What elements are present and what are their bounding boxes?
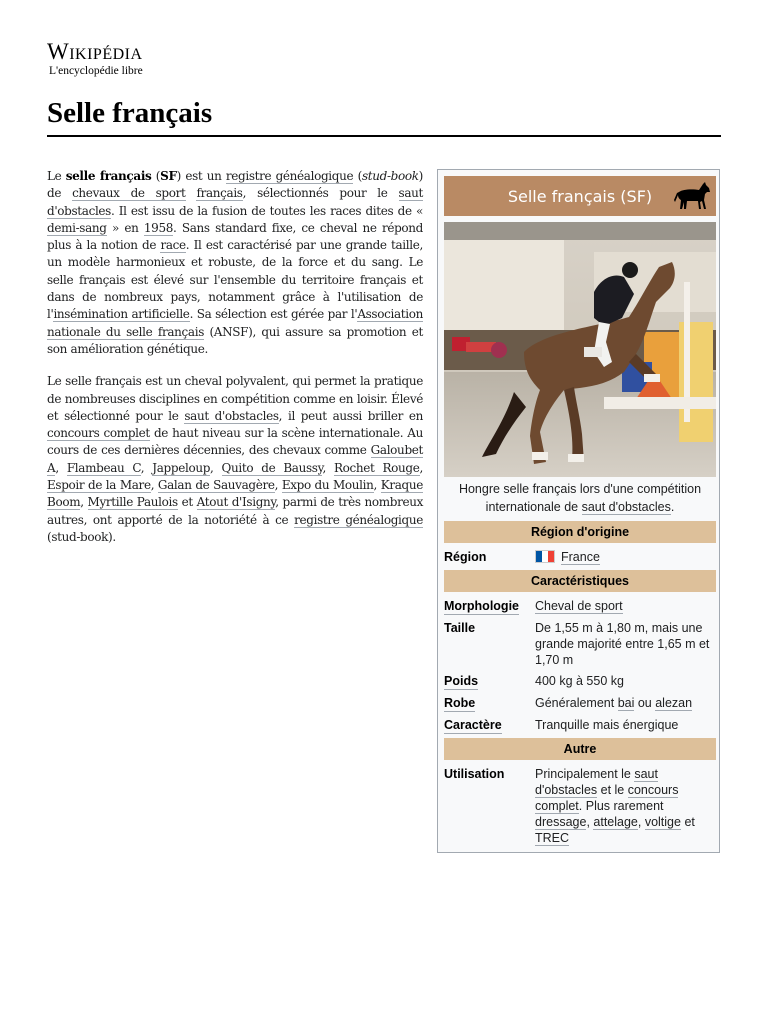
link-dressage[interactable]: dressage: [535, 815, 587, 829]
link-attelage[interactable]: attelage: [593, 815, 638, 829]
link-galan-de-sauvagere[interactable]: Galan de Sauvagère: [157, 478, 275, 493]
link-rochet-rouge[interactable]: Rochet Rouge: [333, 460, 420, 475]
text: [186, 186, 197, 200]
link-saut-d-obstacles[interactable]: saut d'obstacles: [535, 767, 658, 797]
text: et: [680, 815, 695, 829]
text: » en: [106, 220, 144, 235]
text: (ANSF), qui assure sa promotion et son amélioration génétique.: [47, 324, 423, 356]
link-race[interactable]: race: [160, 238, 186, 253]
text: ,: [210, 460, 222, 475]
text: ,: [637, 815, 645, 829]
text: ou: [634, 696, 656, 710]
text: ,: [55, 460, 67, 475]
text: . Il est caractérisé par une grande taille, un modèle harmonieux et robuste, de la force et du sang. Le selle français est élevé sur l'ensemble du territoire français et dans de nombreux pays, notamment grâce à l'utilisation de l': [47, 238, 423, 322]
section-other: Autre: [444, 738, 716, 760]
row-value: [535, 549, 717, 565]
text: Hongre selle français lors d'une compétition internationale de: [458, 482, 702, 514]
link-saut-d-obstacles[interactable]: saut d'obstacles: [581, 500, 671, 514]
infobox: [437, 169, 720, 853]
wikipedia-tagline: L'encyclopédie libre: [49, 65, 143, 77]
text: Le: [47, 169, 66, 183]
infobox-title: [444, 176, 716, 216]
text: . Sa sélection est gérée par l': [189, 307, 358, 322]
text: ,: [373, 478, 381, 493]
article-body: [47, 168, 423, 561]
link-chevaux-de-sport[interactable]: chevaux de sport: [72, 186, 186, 201]
text: Principalement le: [535, 767, 635, 781]
text: ,: [150, 478, 158, 493]
article-paragraph-1: [47, 168, 423, 358]
infobox-photo[interactable]: [444, 222, 716, 477]
article-paragraph-2: [47, 373, 423, 546]
section-region-origin: Région d'origine: [444, 521, 716, 543]
row-label: Utilisation: [444, 767, 505, 781]
link-insemination-artificielle[interactable]: insémination artificielle: [53, 307, 190, 322]
text: ,: [586, 815, 594, 829]
link-registre-genealogique[interactable]: registre généalogique: [294, 512, 423, 527]
row-value: 400 kg à 550 kg: [535, 674, 624, 688]
text: , parmi de très nombreux autres, ont apporté de la notoriété à ce: [47, 495, 424, 527]
row-value: [535, 598, 717, 614]
row-value: Tranquille mais énergique: [535, 718, 679, 732]
link-registre-genealogique[interactable]: registre généalogique: [225, 169, 354, 183]
italic-term: stud-book: [361, 169, 419, 183]
france-flag-icon: [535, 550, 555, 563]
link-galoubet-a[interactable]: Galoubet A: [47, 443, 423, 475]
link-trec[interactable]: TREC: [535, 831, 570, 845]
photo-caption: [444, 480, 716, 516]
link-atout-d-isigny[interactable]: Atout d'Isigny: [196, 495, 276, 510]
link-france[interactable]: France: [561, 550, 600, 564]
text: Le selle français est un cheval polyvalent, qui permet la pratique de nombreuses disciplines en compétition comme en loisir. Élevé et sélectionné pour le: [47, 374, 423, 423]
text: . Plus rarement: [578, 799, 664, 813]
bold-term: selle français: [65, 169, 152, 183]
text: . Il est issu de la fusion de toutes les races dites de «: [111, 203, 423, 218]
infobox-title-text: Selle français (SF): [507, 186, 653, 206]
link-jappeloup[interactable]: Jappeloup: [152, 460, 211, 475]
text: ) de: [47, 169, 424, 201]
text: et: [177, 495, 197, 510]
row-label: Taille: [444, 621, 476, 635]
title-divider: [47, 135, 721, 137]
text: ,: [140, 460, 153, 475]
link-robe[interactable]: Robe: [444, 696, 476, 710]
horse-jumping-photo: [444, 222, 716, 477]
link-cheval-de-sport[interactable]: Cheval de sport: [535, 599, 623, 613]
text: et le: [597, 783, 628, 797]
text: (: [353, 169, 362, 183]
text: ,: [274, 478, 282, 493]
text: .: [670, 500, 675, 514]
link-espoir-de-la-mare[interactable]: Espoir de la Mare: [47, 478, 151, 493]
link-morphologie[interactable]: Morphologie: [444, 599, 519, 613]
link-poids[interactable]: Poids: [444, 674, 479, 688]
row-label: Région: [444, 550, 487, 564]
wikipedia-wordmark: Wikipédia: [47, 39, 143, 64]
wikipedia-logo[interactable]: [47, 40, 143, 78]
link-caractere[interactable]: Caractère: [444, 718, 502, 732]
text: , sélectionnés pour le: [242, 186, 399, 201]
text: ) est un: [176, 169, 226, 183]
text: , il peut aussi briller en: [278, 408, 424, 423]
section-characteristics: Caractéristiques: [444, 570, 716, 592]
link-voltige[interactable]: voltige: [644, 815, 681, 829]
row-value: [535, 766, 717, 846]
row-value: De 1,55 m à 1,80 m, mais une grande majorité entre 1,65 m et 1,70 m: [535, 621, 710, 667]
text: . Sans standard fixe, ce cheval ne répond plus à la notion de: [47, 220, 423, 253]
page-title: Selle français: [47, 97, 213, 129]
link-saut-d-obstacles[interactable]: saut d'obstacles: [47, 186, 423, 218]
bold-abbrev: SF: [160, 169, 177, 183]
text: de haut niveau sur la scène internationale. Au cours de ces dernières décennies, des chevaux comme: [47, 426, 423, 458]
link-1958[interactable]: 1958: [143, 220, 174, 235]
text: (: [151, 169, 161, 183]
link-bai[interactable]: bai: [617, 696, 635, 710]
link-francais[interactable]: français: [196, 186, 243, 201]
text: ,: [80, 495, 88, 510]
link-saut-d-obstacles[interactable]: saut d'obstacles: [184, 408, 279, 423]
link-demi-sang[interactable]: demi-sang: [47, 220, 107, 235]
link-alezan[interactable]: alezan: [655, 696, 693, 710]
horse-icon: [673, 180, 713, 212]
link-myrtille-paulois[interactable]: Myrtille Paulois: [87, 495, 178, 510]
link-kraque-boom[interactable]: Kraque Boom: [47, 478, 423, 510]
link-concours-complet[interactable]: concours complet: [535, 783, 679, 813]
link-concours-complet[interactable]: concours complet: [47, 426, 150, 441]
link-quito-de-baussy[interactable]: Quito de Baussy: [221, 460, 323, 475]
text: ,: [322, 460, 334, 475]
text: (stud-book).: [47, 529, 116, 544]
link-ansf[interactable]: Association nationale du selle français: [47, 307, 423, 339]
link-flambeau-c[interactable]: Flambeau C: [66, 460, 141, 475]
text: Généralement: [535, 696, 618, 710]
text: ,: [419, 460, 423, 475]
row-value: [535, 695, 717, 711]
link-expo-du-moulin[interactable]: Expo du Moulin: [281, 478, 374, 493]
